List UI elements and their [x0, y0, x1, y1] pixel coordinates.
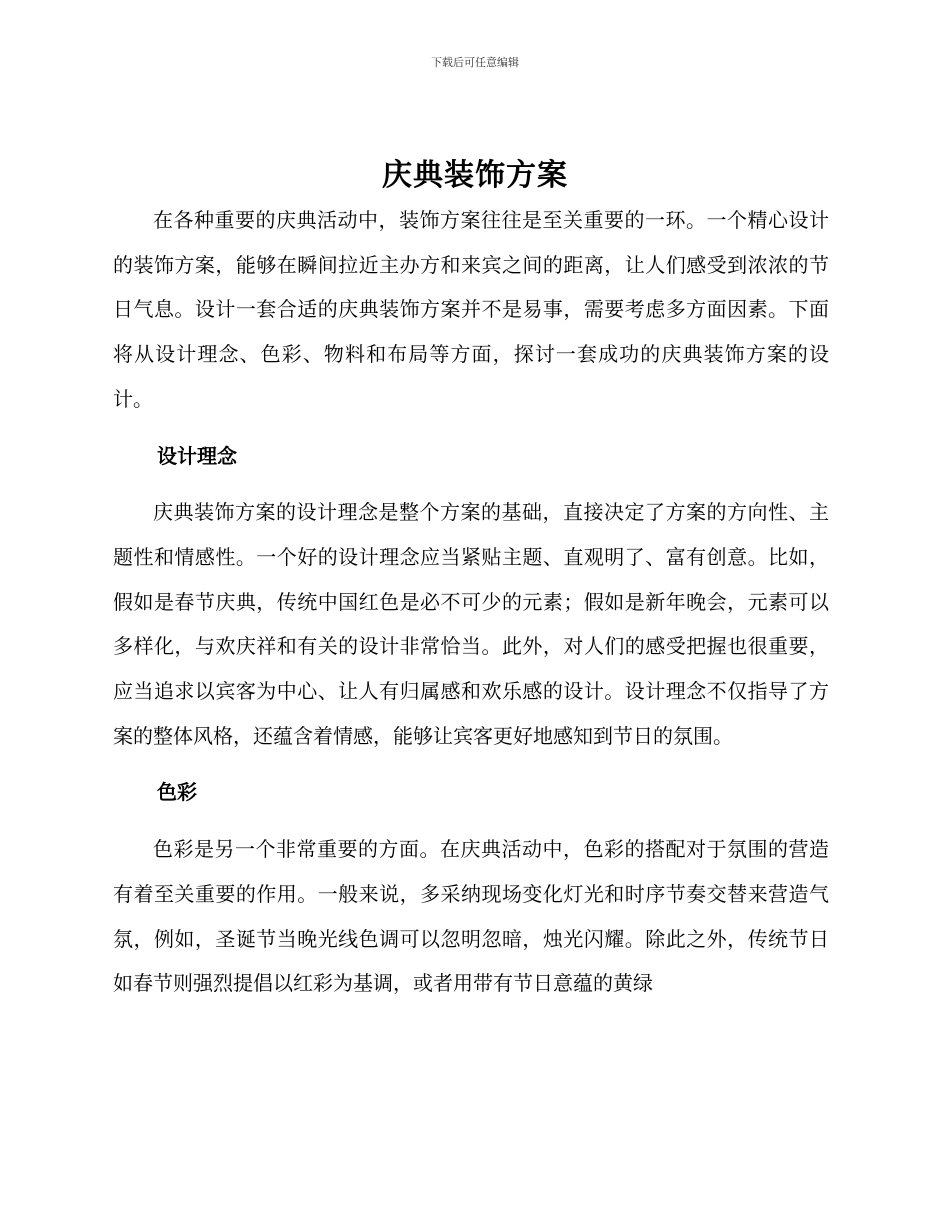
section-heading-color: 色彩: [157, 780, 197, 805]
section-heading-design-concept: 设计理念: [157, 443, 237, 468]
section-spacer: [113, 422, 829, 434]
section-paragraph-color: 色彩是另一个非常重要的方面。在庆典活动中，色彩的搭配对于氛围的营造有着至关重要的作用。一般来说，多采纳现场变化灯光和时序节奏交替来营造气氛，例如，圣诞节当晚光线色调可以忽明忽暗，烛光闪耀。除此之外，传统节日如春节则强烈提倡以红彩为基调，或者用带有节日意蕴的黄绿: [113, 837, 829, 996]
page-header-note: 下载后可任意编辑: [431, 56, 519, 69]
section-spacer: [113, 478, 829, 490]
document-body: [113, 198, 829, 1006]
section-paragraph-design-concept: 庆典装饰方案的设计理念是整个方案的基础，直接决定了方案的方向性、主题性和情感性。一个好的设计理念应当紧贴主题、直观明了、富有创意。比如，假如是春节庆典，传统中国红色是必不可少的元素；假如是新年晚会，元素可以多样化，与欢庆祥和有关的设计非常恰当。此外，对人们的感受把握也很重要，应当追求以宾客为中心、让人有归属感和欢乐感的设计。设计理念不仅指导了方案的整体风格，还蕴含着情感，能够让宾客更好地感知到节日的氛围。: [113, 500, 829, 748]
document-title: 庆典装饰方案: [382, 158, 568, 193]
section-spacer: [113, 758, 829, 770]
intro-paragraph: 在各种重要的庆典活动中，装饰方案往往是至关重要的一环。一个精心设计的装饰方案，能够在瞬间拉近主办方和来宾之间的距离，让人们感受到浓浓的节日气息。设计一套合适的庆典装饰方案并不是易事，需要考虑多方面因素。下面将从设计理念、色彩、物料和布局等方面，探讨一套成功的庆典装饰方案的设计。: [113, 208, 829, 411]
section-spacer: [113, 815, 829, 827]
